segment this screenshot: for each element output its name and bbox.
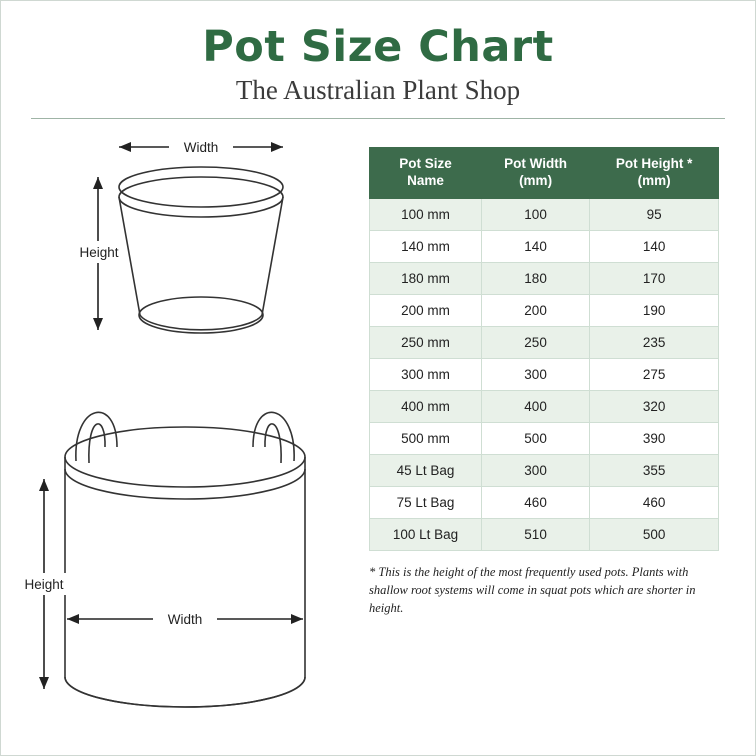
table-row <box>370 262 719 294</box>
table-header-row <box>370 147 719 198</box>
table-column <box>369 147 741 617</box>
page-title: Pot Size Chart <box>202 22 554 72</box>
cell-pot-width: 460 <box>481 486 589 518</box>
table-row <box>370 486 719 518</box>
cell-pot-height: 355 <box>590 454 719 486</box>
cell-pot-size-name: 250 mm <box>370 326 482 358</box>
pot-height-label: Height <box>79 244 119 260</box>
table-row <box>370 198 719 230</box>
pot-size-table <box>369 147 719 551</box>
header-line-1: Pot Size <box>399 155 452 171</box>
cell-pot-size-name: 45 Lt Bag <box>370 454 482 486</box>
bag-width-label: Width <box>167 611 203 627</box>
cell-pot-width: 510 <box>481 518 589 550</box>
cell-pot-height: 95 <box>590 198 719 230</box>
table-row <box>370 230 719 262</box>
diagram-column <box>1 119 361 719</box>
cell-pot-width: 100 <box>481 198 589 230</box>
bag-shape <box>65 412 305 707</box>
header-line-2: (mm) <box>637 172 671 188</box>
cell-pot-width: 300 <box>481 358 589 390</box>
cell-pot-height: 320 <box>590 390 719 422</box>
table-row <box>370 326 719 358</box>
cell-pot-height: 500 <box>590 518 719 550</box>
table-row <box>370 422 719 454</box>
cell-pot-width: 140 <box>481 230 589 262</box>
table-row <box>370 294 719 326</box>
cell-pot-size-name: 180 mm <box>370 262 482 294</box>
cell-pot-height: 390 <box>590 422 719 454</box>
bag-height-label: Height <box>24 576 64 592</box>
body-area <box>1 119 755 719</box>
cell-pot-height: 460 <box>590 486 719 518</box>
cell-pot-size-name: 75 Lt Bag <box>370 486 482 518</box>
table-row <box>370 358 719 390</box>
cell-pot-size-name: 100 Lt Bag <box>370 518 482 550</box>
cell-pot-height: 140 <box>590 230 719 262</box>
column-header-pot-height <box>590 147 719 198</box>
page-subtitle: The Australian Plant Shop <box>235 75 521 106</box>
cell-pot-size-name: 140 mm <box>370 230 482 262</box>
table-row <box>370 454 719 486</box>
table-footnote: * This is the height of the most frequently used pots. Plants with shallow root systems will come in squat pots which are shorter in height. <box>369 564 696 615</box>
header-line-2: (mm) <box>519 172 553 188</box>
table-row <box>370 518 719 550</box>
column-header-pot-size-name <box>370 147 482 198</box>
cell-pot-width: 300 <box>481 454 589 486</box>
header-line-1: Pot Width <box>504 155 567 171</box>
cell-pot-size-name: 500 mm <box>370 422 482 454</box>
cell-pot-width: 180 <box>481 262 589 294</box>
header <box>1 1 755 119</box>
cell-pot-height: 170 <box>590 262 719 294</box>
cell-pot-size-name: 200 mm <box>370 294 482 326</box>
cell-pot-width: 400 <box>481 390 589 422</box>
pot-shape <box>119 167 283 333</box>
cell-pot-width: 250 <box>481 326 589 358</box>
cell-pot-size-name: 100 mm <box>370 198 482 230</box>
cell-pot-width: 200 <box>481 294 589 326</box>
cell-pot-width: 500 <box>481 422 589 454</box>
column-header-pot-width <box>481 147 589 198</box>
grow-bag-diagram <box>1 351 361 719</box>
cell-pot-height: 235 <box>590 326 719 358</box>
plastic-pot-diagram <box>1 125 361 365</box>
pot-width-label: Width <box>183 139 219 155</box>
header-line-1: Pot Height * <box>615 155 693 171</box>
header-line-2: Name <box>407 172 444 188</box>
table-row <box>370 390 719 422</box>
cell-pot-size-name: 400 mm <box>370 390 482 422</box>
cell-pot-height: 190 <box>590 294 719 326</box>
cell-pot-height: 275 <box>590 358 719 390</box>
cell-pot-size-name: 300 mm <box>370 358 482 390</box>
